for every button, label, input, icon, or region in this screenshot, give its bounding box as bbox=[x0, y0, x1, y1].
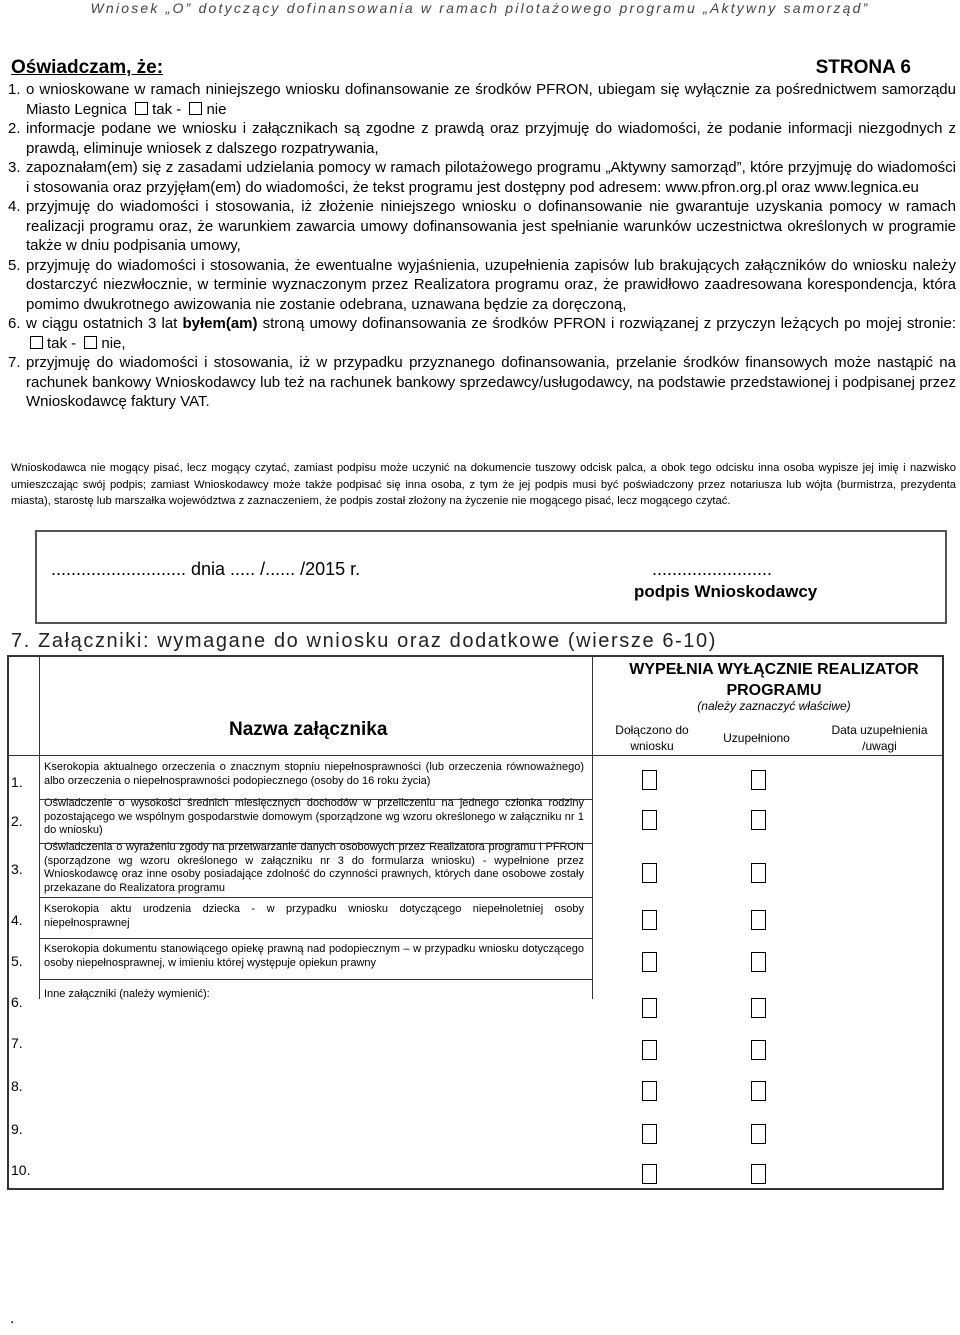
completed-checkbox[interactable] bbox=[751, 1040, 766, 1060]
signature-note: Wnioskodawca nie mogący pisać, lecz mogący czytać, zamiast podpisu może uczynić na dokumencie tuszowy odcisk palca, a obok tego odcisku inna osoba wypisze jej imię i nazwisko umieszczając swój podpis; zamiast Wnioskodawcy może także podpisać się inna osoba, z tym że jej podpis musi być poświadczony przez notariusza lub wójta (burmistrza, prezydenta miasta), starostę lub marszałka województwa z zaznaczeniem, że podpis został złożony na życzenie nie mogącego pisać, lecz mogącego czytać. bbox=[11, 462, 956, 507]
column-divider bbox=[39, 755, 40, 999]
item-text: informacje podane we wniosku i załącznikach są zgodne z prawdą oraz przyjmuję do wiadomości, że podanie informacji niezgodnych z prawdą, eliminuje wniosek z dalszego rozpatrywania, bbox=[26, 120, 956, 157]
item-text: przyjmuję do wiadomości i stosowania, iż w przypadku przyznanego dofinansowania, przelanie środków finansowych może nastąpić na rachunek bankowy Wnioskodawcy lub też na rachunek bankowy sprzedawcy/usługodawcy, na podstawie przedstawionej i podpisanej przez Wnioskodawcę faktury VAT. bbox=[26, 354, 956, 410]
declaration-item-1 bbox=[8, 80, 956, 119]
completed-checkbox[interactable] bbox=[751, 1124, 766, 1144]
item-number: 3. bbox=[8, 159, 21, 176]
item-6-text-a: w ciągu ostatnich 3 lat bbox=[26, 315, 178, 332]
attachments-table bbox=[7, 655, 944, 1190]
row-number: 8. bbox=[11, 1078, 23, 1094]
row-divider bbox=[39, 979, 592, 980]
row-divider bbox=[39, 843, 592, 844]
declaration-list bbox=[8, 80, 956, 412]
attached-column-header: Dołączono do wniosku bbox=[615, 723, 689, 753]
declaration-item-2 bbox=[8, 119, 956, 158]
realizator-note: (należy zaznaczyć właściwe) bbox=[697, 699, 851, 713]
page-number: STRONA 6 bbox=[815, 57, 911, 78]
declaration-item-4 bbox=[8, 197, 956, 256]
nie-label: nie, bbox=[101, 334, 126, 352]
attached-checkbox[interactable] bbox=[642, 863, 657, 883]
row-divider bbox=[39, 897, 592, 898]
declaration-item-7 bbox=[8, 353, 956, 412]
nie-checkbox[interactable] bbox=[84, 336, 97, 349]
attachments-section-title: 7. Załączniki: wymagane do wniosku oraz dodatkowe (wiersze 6-10) bbox=[11, 630, 718, 652]
row-description: Inne załączniki (należy wymienić): bbox=[44, 988, 210, 1000]
completed-checkbox[interactable] bbox=[751, 952, 766, 972]
tak-label: tak - bbox=[47, 334, 77, 352]
item-1-text: o wnioskowane w ramach niniejszego wniosku dofinansowanie ze środków PFRON, ubiegam się wyłącznie za pośrednictwem samorządu Miasto Legnica bbox=[26, 81, 956, 118]
row-description: Kserokopia aktualnego orzeczenia o znacznym stopniu niepełnosprawności (lub orzeczenia równoważnego) albo orzeczenia o niepełnosprawności podopiecznego (osoby do 16 roku życia) bbox=[44, 761, 584, 787]
attached-checkbox[interactable] bbox=[642, 1124, 657, 1144]
declaration-item-3 bbox=[8, 158, 956, 197]
row-divider bbox=[39, 938, 592, 939]
row-number: 3. bbox=[11, 861, 23, 877]
signature-box bbox=[35, 530, 947, 624]
completed-checkbox[interactable] bbox=[751, 1164, 766, 1184]
item-number: 4. bbox=[8, 198, 21, 215]
item-number: 2. bbox=[8, 120, 21, 137]
row-number: 6. bbox=[11, 994, 23, 1010]
nie-label: nie bbox=[206, 100, 227, 118]
item-number: 1. bbox=[8, 81, 21, 98]
item-number: 7. bbox=[8, 354, 21, 371]
completed-column-header: Uzupełniono bbox=[723, 731, 790, 745]
row-number: 2. bbox=[11, 813, 23, 829]
row-description: Kserokopia aktu urodzenia dziecka - w przypadku wniosku dotyczącego niepełnoletniej osoby niepełnosprawnej bbox=[44, 903, 584, 929]
signature-dots[interactable]: ........................ bbox=[652, 559, 773, 579]
row-number: 5. bbox=[11, 953, 23, 969]
row-number: 1. bbox=[11, 774, 23, 790]
completed-checkbox[interactable] bbox=[751, 863, 766, 883]
attached-checkbox[interactable] bbox=[642, 952, 657, 972]
item-number: 6. bbox=[8, 315, 21, 332]
attached-checkbox[interactable] bbox=[642, 1081, 657, 1101]
row-number: 4. bbox=[11, 912, 23, 928]
completed-checkbox[interactable] bbox=[751, 998, 766, 1018]
attached-checkbox[interactable] bbox=[642, 998, 657, 1018]
row-description: Oświadczenie o wysokości średnich miesięcznych dochodów w przeliczeniu na jednego członka rodziny pozostającego we wspólnym gospodarstwie domowym (sporządzone wg wzoru określonego w załączniku nr 1 do wniosku) bbox=[44, 797, 584, 836]
item-6-text-b: stroną umowy dofinansowania ze środków PFRON i rozwiązanej z przyczyn leżących po mojej stronie: bbox=[262, 315, 957, 332]
attached-checkbox[interactable] bbox=[642, 910, 657, 930]
completed-checkbox[interactable] bbox=[751, 810, 766, 830]
column-divider bbox=[592, 657, 593, 999]
row-divider bbox=[39, 799, 592, 800]
realizator-header: WYPEŁNIA WYŁĄCZNIE REALIZATOR PROGRAMU bbox=[629, 661, 919, 699]
item-text bbox=[26, 80, 956, 119]
declaration-title: Oświadczam, że: bbox=[11, 57, 164, 78]
attached-checkbox[interactable] bbox=[642, 1164, 657, 1184]
date-column-header: Data uzupełnienia /uwagi bbox=[831, 723, 928, 753]
item-text bbox=[26, 314, 956, 353]
attachment-name-header: Nazwa załącznika bbox=[229, 719, 388, 740]
item-text: zapoznałam(em) się z zasadami udzielania pomocy w ramach pilotażowego programu „Aktywny samorząd”, które przyjmuję do wiadomości i stosowania oraz przyjęłam(em) do wiadomości, że tekst programu jest dostępny pod adresem: www.pfron.org.pl oraz www.legnica.eu bbox=[26, 159, 956, 196]
item-text: przyjmuję do wiadomości i stosowania, że ewentualne wyjaśnienia, uzupełnienia zapisów lub brakujących załączników do wniosku należy dostarczyć niezwłocznie, w terminie wyznaczonym przez Realizatora programu oraz, że prawidłowo zaadresowana korespondencja, która pomimo dwukrotnego awizowania nie zostanie odebrana, uznawana będzie za doręczoną, bbox=[26, 256, 956, 313]
row-description: Oświadczenia o wyrażeniu zgody na przetwarzanie danych osobowych przez Realizatora programu i PFRON (sporządzone wg wzoru określonego w załączniku nr 3 do formularza wniosku) - wypełnione przez Wnioskodawcę oraz inne osoby posiadające zdolność do czynności prawnych, których dane osobowe zostały przekazane do Realizatora programu bbox=[44, 841, 584, 894]
column-divider bbox=[39, 657, 40, 755]
completed-checkbox[interactable] bbox=[751, 910, 766, 930]
date-line[interactable]: ........................... dnia ..... /...... /2015 r. bbox=[51, 559, 361, 579]
declaration-item-6 bbox=[8, 314, 956, 353]
completed-checkbox[interactable] bbox=[751, 1081, 766, 1101]
footer-mark: . bbox=[10, 1310, 15, 1327]
item-number: 5. bbox=[8, 256, 21, 274]
declaration-header bbox=[11, 57, 911, 79]
row-number: 9. bbox=[11, 1121, 23, 1137]
signature-label: podpis Wnioskodawcy bbox=[634, 582, 818, 601]
header-divider bbox=[9, 755, 942, 756]
completed-checkbox[interactable] bbox=[751, 770, 766, 790]
tak-checkbox[interactable] bbox=[30, 336, 43, 349]
attached-checkbox[interactable] bbox=[642, 810, 657, 830]
document-header-title: Wniosek „O” dotyczący dofinansowania w ramach pilotażowego programu „Aktywny samorząd” bbox=[90, 0, 870, 16]
attached-checkbox[interactable] bbox=[642, 1040, 657, 1060]
declaration-item-5 bbox=[8, 256, 956, 315]
tak-label: tak - bbox=[152, 100, 182, 118]
row-number: 7. bbox=[11, 1035, 23, 1051]
nie-checkbox[interactable] bbox=[189, 102, 202, 115]
attached-checkbox[interactable] bbox=[642, 770, 657, 790]
row-number: 10. bbox=[11, 1162, 31, 1178]
row-description: Kserokopia dokumentu stanowiącego opiekę prawną nad podopiecznym – w przypadku wniosku dotyczącego osoby niepełnosprawnej, w imieniu której występuje opiekun prawny bbox=[44, 943, 584, 969]
item-text: przyjmuję do wiadomości i stosowania, iż złożenie niniejszego wniosku o dofinansowanie nie gwarantuje uzyskania pomocy w ramach realizacji programu oraz, że warunkiem zawarcia umowy dofinansowania jest spełnianie warunków uczestnictwa określonych w programie także w dniu podpisania umowy, bbox=[26, 198, 956, 254]
item-6-emphasis: byłem(am) bbox=[182, 315, 258, 332]
tak-checkbox[interactable] bbox=[135, 102, 148, 115]
